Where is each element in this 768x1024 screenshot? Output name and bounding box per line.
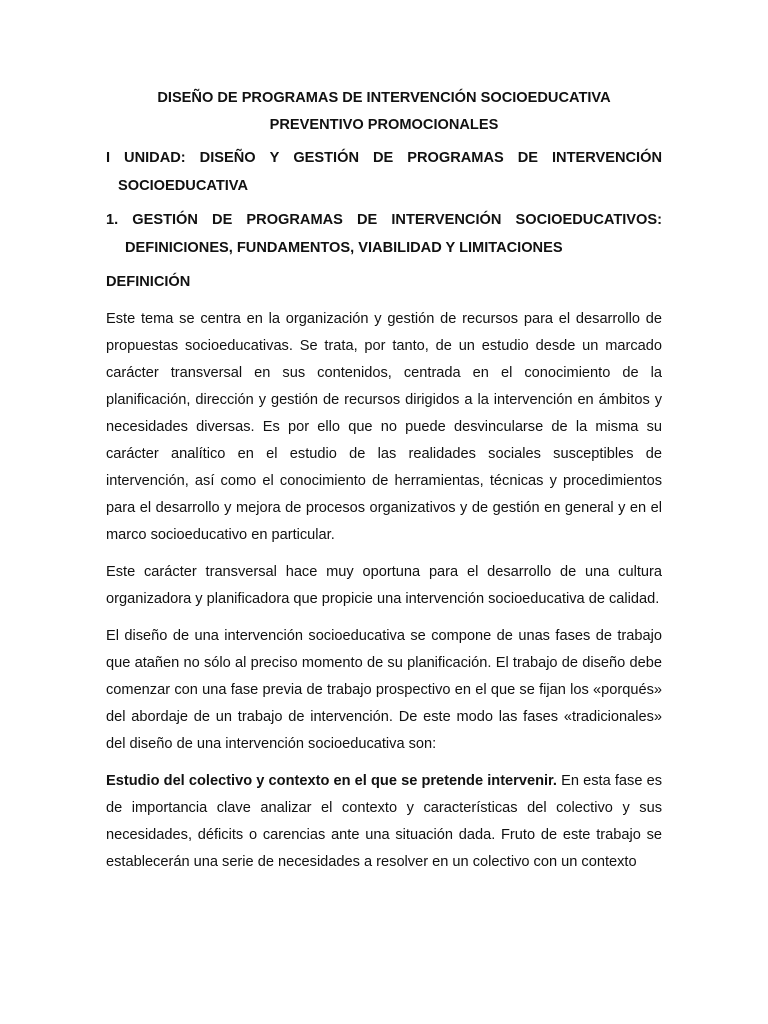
section-heading-word: INTERVENCIÓN [391,212,502,228]
unit-heading-word: Y [269,150,280,166]
section-heading-word: DE [212,212,233,228]
unit-heading-word: DISEÑO [199,150,256,166]
paragraph-3: El diseño de una intervención socioeducativa se compone de unas fases de trabajo que atañen no sólo al preciso momento de su planificación. El trabajo de diseño debe comenzar con una fase previa de trabajo prospectivo en el que se fijan los «porqués» del abordaje de un trabajo de intervención. De este modo las fases «tradicionales» del diseño de una intervención socioeducativa son: [106,628,662,752]
paragraph-4 [106,768,662,876]
unit-heading-continuation [106,172,662,200]
paragraph-4-lead: Estudio del colectivo y contexto en el que se pretende intervenir. [106,773,557,789]
section-heading-word: GESTIÓN [132,212,198,228]
section-heading-row [106,206,662,234]
title-line-2: PREVENTIVO PROMOCIONALES [269,117,499,133]
paragraph-2: Este carácter transversal hace muy oportuna para el desarrollo de una cultura organizadora y planificadora que propicie una intervención socioeducativa de calidad. [106,564,662,607]
unit-heading-continuation-text: SOCIOEDUCATIVA [118,178,248,194]
paragraph-1: Este tema se centra en la organización y gestión de recursos para el desarrollo de propuestas socioeducativas. Se trata, por tanto, de un estudio desde un marcado carácter transversal en sus contenidos, centrada en el conocimiento de la planificación, dirección y gestión de recursos dirigidos a la intervención en ámbitos y necesidades diversas. Es por ello que no puede desvincularse de la misma su carácter analítico en el estudio de las realidades sociales susceptibles de intervención, así como el conocimiento de herramientas, técnicas y procedimientos para el desarrollo y mejora de procesos organizativos y de gestión en general y en el marco socioeducativo en particular. [106,311,662,543]
document-page [106,85,662,886]
section-heading [106,206,662,262]
unit-heading [106,144,662,200]
definition-label: DEFINICIÓN [106,274,191,290]
unit-heading-word: PROGRAMAS [407,150,504,166]
unit-heading-word: DE [517,150,538,166]
section-heading-continuation-text: DEFINICIONES, FUNDAMENTOS, VIABILIDAD Y LIMITACIONES [125,240,563,256]
paragraph-4-body: En esta fase es de importancia clave analizar el contexto y características del colectivo y sus necesidades, déficits o carencias ante una situación dada. Fruto de este trabajo se establecerán una serie de necesidades a resolver en un colectivo con un contexto [106,773,662,870]
unit-heading-word: I [106,150,111,166]
document-title [106,85,662,139]
unit-heading-word: GESTIÓN [293,150,359,166]
title-line-1: DISEÑO DE PROGRAMAS DE INTERVENCIÓN SOCIOEDUCATIVA [157,90,611,106]
section-heading-continuation [106,234,662,262]
section-heading-word: SOCIOEDUCATIVOS: [515,212,662,228]
unit-heading-word: UNIDAD: [124,150,186,166]
section-heading-word: PROGRAMAS [246,212,343,228]
unit-heading-word: INTERVENCIÓN [551,150,662,166]
unit-heading-row [106,144,662,172]
section-heading-word: 1. [106,212,119,228]
unit-heading-word: DE [372,150,394,166]
section-heading-word: DE [357,212,378,228]
